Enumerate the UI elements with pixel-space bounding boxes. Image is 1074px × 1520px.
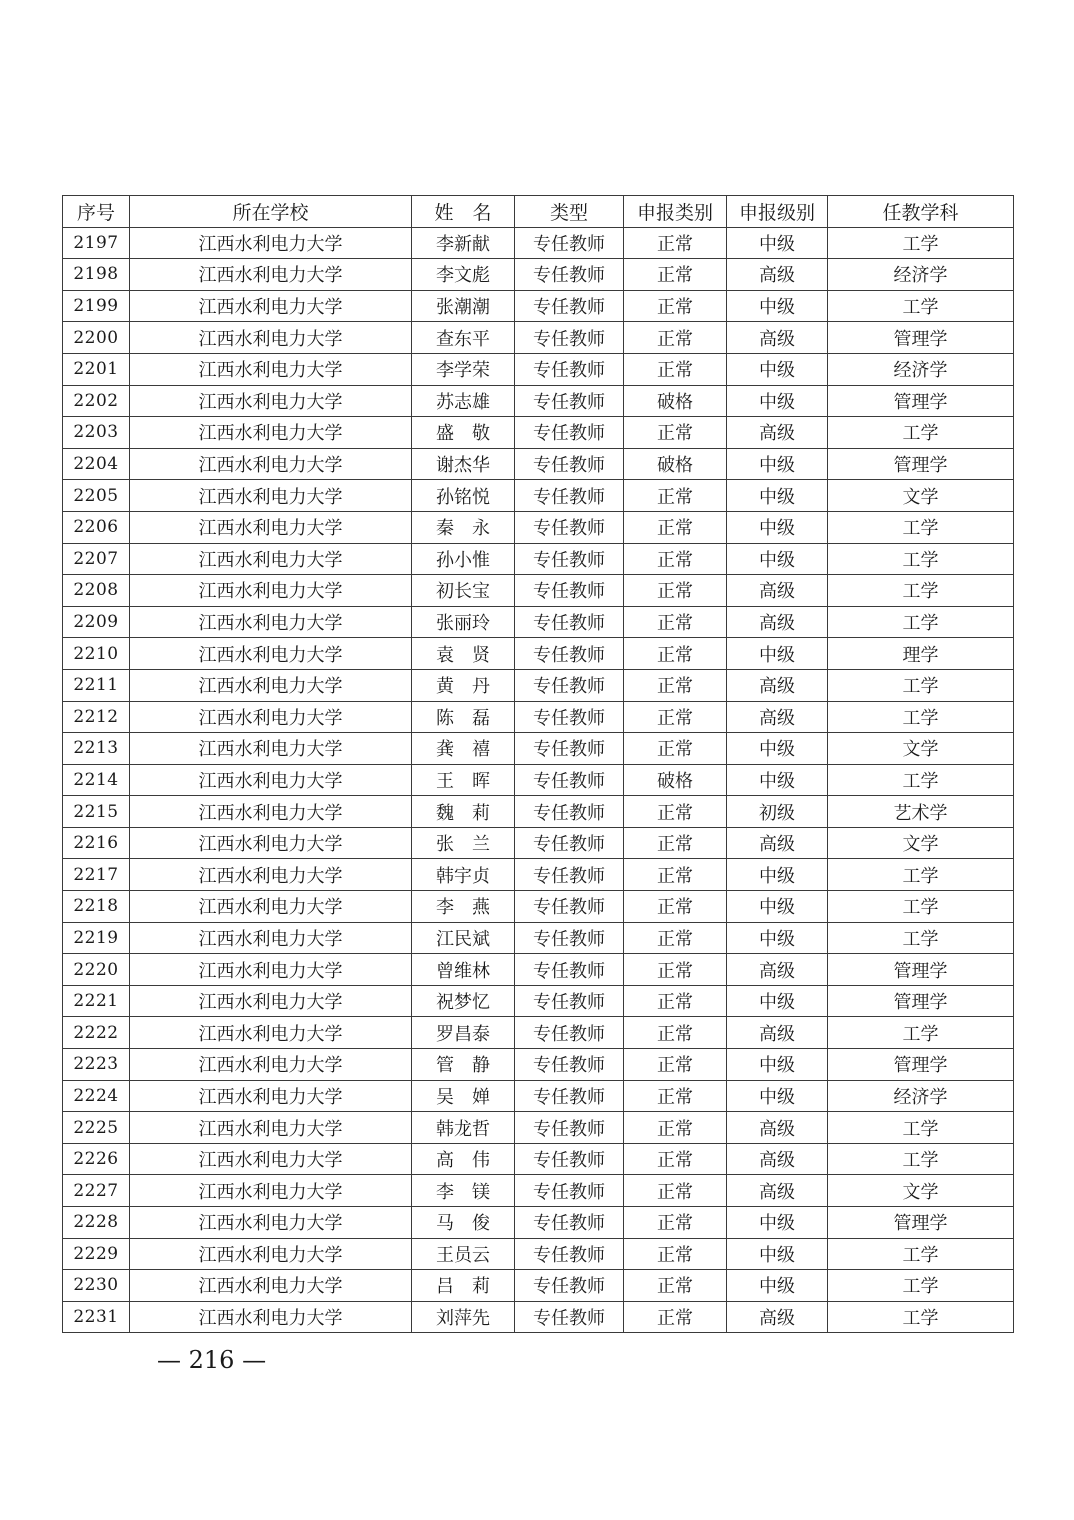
table-row: [63, 1301, 1014, 1333]
cell-level: 中级: [727, 1049, 828, 1081]
cell-subject: 工学: [828, 1112, 1014, 1144]
cell-index: 2209: [63, 606, 130, 638]
cell-name: 韩宇贞: [412, 859, 515, 891]
cell-subject: 工学: [828, 511, 1014, 543]
header-name: 姓 名: [412, 196, 515, 228]
cell-category: 正常: [624, 1301, 727, 1333]
cell-level: 高级: [727, 954, 828, 986]
cell-name: 刘萍先: [412, 1301, 515, 1333]
cell-category: 正常: [624, 322, 727, 354]
cell-type: 专任教师: [515, 1207, 624, 1239]
cell-name: 李文彪: [412, 259, 515, 291]
cell-level: 中级: [727, 480, 828, 512]
table-row: [63, 1270, 1014, 1302]
cell-name: 吴 婵: [412, 1080, 515, 1112]
cell-index: 2227: [63, 1175, 130, 1207]
cell-subject: 工学: [828, 290, 1014, 322]
cell-category: 正常: [624, 922, 727, 954]
cell-school: 江西水利电力大学: [130, 417, 412, 449]
cell-name: 张丽玲: [412, 606, 515, 638]
cell-subject: 工学: [828, 227, 1014, 259]
cell-index: 2219: [63, 922, 130, 954]
cell-category: 正常: [624, 353, 727, 385]
cell-category: 正常: [624, 227, 727, 259]
cell-school: 江西水利电力大学: [130, 764, 412, 796]
cell-index: 2198: [63, 259, 130, 291]
table-row: [63, 954, 1014, 986]
cell-name: 李学荣: [412, 353, 515, 385]
table-row: [63, 827, 1014, 859]
header-index: 序号: [63, 196, 130, 228]
cell-type: 专任教师: [515, 227, 624, 259]
cell-name: 孙铭悦: [412, 480, 515, 512]
cell-category: 破格: [624, 764, 727, 796]
table-body: [63, 227, 1014, 1333]
cell-level: 中级: [727, 985, 828, 1017]
cell-type: 专任教师: [515, 859, 624, 891]
cell-name: 魏 莉: [412, 796, 515, 828]
header-level: 申报级别: [727, 196, 828, 228]
table-row: [63, 922, 1014, 954]
cell-subject: 管理学: [828, 1049, 1014, 1081]
cell-type: 专任教师: [515, 922, 624, 954]
table-row: [63, 891, 1014, 923]
cell-type: 专任教师: [515, 638, 624, 670]
cell-level: 中级: [727, 448, 828, 480]
cell-subject: 艺术学: [828, 796, 1014, 828]
cell-index: 2217: [63, 859, 130, 891]
cell-name: 曾维林: [412, 954, 515, 986]
cell-subject: 文学: [828, 1175, 1014, 1207]
cell-name: 韩龙哲: [412, 1112, 515, 1144]
cell-type: 专任教师: [515, 480, 624, 512]
cell-type: 专任教师: [515, 669, 624, 701]
cell-name: 管 静: [412, 1049, 515, 1081]
cell-category: 正常: [624, 511, 727, 543]
cell-subject: 管理学: [828, 1207, 1014, 1239]
table-row: [63, 1143, 1014, 1175]
cell-type: 专任教师: [515, 606, 624, 638]
cell-school: 江西水利电力大学: [130, 954, 412, 986]
cell-school: 江西水利电力大学: [130, 1301, 412, 1333]
cell-level: 中级: [727, 385, 828, 417]
cell-level: 高级: [727, 606, 828, 638]
cell-subject: 工学: [828, 1238, 1014, 1270]
cell-name: 张 兰: [412, 827, 515, 859]
cell-type: 专任教师: [515, 575, 624, 607]
cell-school: 江西水利电力大学: [130, 575, 412, 607]
cell-type: 专任教师: [515, 353, 624, 385]
cell-name: 谢杰华: [412, 448, 515, 480]
cell-subject: 经济学: [828, 1080, 1014, 1112]
cell-index: 2199: [63, 290, 130, 322]
header-type: 类型: [515, 196, 624, 228]
cell-school: 江西水利电力大学: [130, 1112, 412, 1144]
table-row: [63, 290, 1014, 322]
cell-type: 专任教师: [515, 827, 624, 859]
cell-school: 江西水利电力大学: [130, 891, 412, 923]
cell-category: 正常: [624, 1207, 727, 1239]
cell-level: 中级: [727, 511, 828, 543]
cell-school: 江西水利电力大学: [130, 1080, 412, 1112]
cell-name: 秦 永: [412, 511, 515, 543]
cell-index: 2203: [63, 417, 130, 449]
cell-school: 江西水利电力大学: [130, 322, 412, 354]
cell-type: 专任教师: [515, 543, 624, 575]
cell-type: 专任教师: [515, 1270, 624, 1302]
cell-school: 江西水利电力大学: [130, 1017, 412, 1049]
cell-school: 江西水利电力大学: [130, 290, 412, 322]
cell-level: 中级: [727, 1207, 828, 1239]
cell-subject: 工学: [828, 1270, 1014, 1302]
cell-subject: 管理学: [828, 985, 1014, 1017]
cell-subject: 管理学: [828, 448, 1014, 480]
cell-school: 江西水利电力大学: [130, 796, 412, 828]
cell-category: 正常: [624, 985, 727, 1017]
cell-type: 专任教师: [515, 385, 624, 417]
cell-level: 高级: [727, 701, 828, 733]
cell-level: 高级: [727, 1175, 828, 1207]
cell-subject: 文学: [828, 480, 1014, 512]
cell-category: 正常: [624, 827, 727, 859]
cell-subject: 工学: [828, 1017, 1014, 1049]
cell-subject: 工学: [828, 859, 1014, 891]
table-header: [63, 196, 1014, 228]
cell-subject: 经济学: [828, 353, 1014, 385]
cell-school: 江西水利电力大学: [130, 701, 412, 733]
cell-category: 正常: [624, 954, 727, 986]
cell-index: 2207: [63, 543, 130, 575]
cell-type: 专任教师: [515, 1080, 624, 1112]
cell-category: 正常: [624, 638, 727, 670]
cell-subject: 文学: [828, 733, 1014, 765]
cell-name: 张潮潮: [412, 290, 515, 322]
table-row: [63, 701, 1014, 733]
cell-index: 2229: [63, 1238, 130, 1270]
cell-name: 江民斌: [412, 922, 515, 954]
cell-index: 2208: [63, 575, 130, 607]
cell-level: 中级: [727, 543, 828, 575]
cell-subject: 管理学: [828, 954, 1014, 986]
cell-name: 盛 敬: [412, 417, 515, 449]
cell-index: 2197: [63, 227, 130, 259]
cell-index: 2222: [63, 1017, 130, 1049]
page-number: — 216 —: [157, 1346, 267, 1374]
cell-subject: 理学: [828, 638, 1014, 670]
cell-name: 袁 贤: [412, 638, 515, 670]
cell-name: 王员云: [412, 1238, 515, 1270]
cell-name: 吕 莉: [412, 1270, 515, 1302]
cell-type: 专任教师: [515, 701, 624, 733]
cell-type: 专任教师: [515, 1112, 624, 1144]
table-row: [63, 1238, 1014, 1270]
cell-type: 专任教师: [515, 891, 624, 923]
table-row: [63, 796, 1014, 828]
cell-type: 专任教师: [515, 448, 624, 480]
cell-subject: 管理学: [828, 322, 1014, 354]
cell-subject: 工学: [828, 417, 1014, 449]
roster-table: [62, 195, 1014, 1333]
cell-type: 专任教师: [515, 290, 624, 322]
cell-level: 初级: [727, 796, 828, 828]
cell-category: 正常: [624, 480, 727, 512]
cell-index: 2228: [63, 1207, 130, 1239]
cell-category: 正常: [624, 417, 727, 449]
table-row: [63, 985, 1014, 1017]
cell-level: 中级: [727, 891, 828, 923]
table-row: [63, 511, 1014, 543]
cell-level: 中级: [727, 922, 828, 954]
cell-school: 江西水利电力大学: [130, 511, 412, 543]
cell-level: 高级: [727, 259, 828, 291]
cell-school: 江西水利电力大学: [130, 985, 412, 1017]
table-row: [63, 1207, 1014, 1239]
cell-name: 李 镁: [412, 1175, 515, 1207]
table-row: [63, 543, 1014, 575]
cell-subject: 工学: [828, 701, 1014, 733]
cell-school: 江西水利电力大学: [130, 1049, 412, 1081]
cell-level: 高级: [727, 1143, 828, 1175]
cell-type: 专任教师: [515, 511, 624, 543]
table-row: [63, 669, 1014, 701]
cell-type: 专任教师: [515, 985, 624, 1017]
table-row: [63, 1049, 1014, 1081]
header-category: 申报类别: [624, 196, 727, 228]
cell-subject: 工学: [828, 764, 1014, 796]
cell-school: 江西水利电力大学: [130, 1175, 412, 1207]
cell-name: 王 晖: [412, 764, 515, 796]
cell-level: 中级: [727, 1080, 828, 1112]
cell-category: 正常: [624, 575, 727, 607]
cell-level: 中级: [727, 353, 828, 385]
cell-type: 专任教师: [515, 322, 624, 354]
cell-index: 2218: [63, 891, 130, 923]
table-row: [63, 638, 1014, 670]
cell-index: 2206: [63, 511, 130, 543]
cell-subject: 工学: [828, 891, 1014, 923]
cell-index: 2201: [63, 353, 130, 385]
table-row: [63, 859, 1014, 891]
cell-school: 江西水利电力大学: [130, 638, 412, 670]
cell-index: 2215: [63, 796, 130, 828]
cell-school: 江西水利电力大学: [130, 733, 412, 765]
cell-level: 高级: [727, 1112, 828, 1144]
cell-subject: 工学: [828, 669, 1014, 701]
cell-level: 中级: [727, 1238, 828, 1270]
cell-category: 正常: [624, 290, 727, 322]
cell-type: 专任教师: [515, 1017, 624, 1049]
cell-subject: 管理学: [828, 385, 1014, 417]
cell-school: 江西水利电力大学: [130, 1143, 412, 1175]
cell-level: 高级: [727, 827, 828, 859]
cell-type: 专任教师: [515, 1143, 624, 1175]
cell-name: 罗昌泰: [412, 1017, 515, 1049]
cell-index: 2220: [63, 954, 130, 986]
cell-level: 高级: [727, 322, 828, 354]
cell-type: 专任教师: [515, 1238, 624, 1270]
table-row: [63, 259, 1014, 291]
cell-name: 孙小惟: [412, 543, 515, 575]
cell-index: 2225: [63, 1112, 130, 1144]
cell-category: 破格: [624, 448, 727, 480]
cell-category: 正常: [624, 1049, 727, 1081]
cell-name: 苏志雄: [412, 385, 515, 417]
cell-type: 专任教师: [515, 259, 624, 291]
cell-school: 江西水利电力大学: [130, 1270, 412, 1302]
cell-school: 江西水利电力大学: [130, 448, 412, 480]
cell-name: 陈 磊: [412, 701, 515, 733]
cell-school: 江西水利电力大学: [130, 1238, 412, 1270]
cell-index: 2214: [63, 764, 130, 796]
cell-index: 2211: [63, 669, 130, 701]
cell-school: 江西水利电力大学: [130, 385, 412, 417]
cell-category: 正常: [624, 701, 727, 733]
cell-subject: 经济学: [828, 259, 1014, 291]
cell-subject: 工学: [828, 1143, 1014, 1175]
cell-name: 初长宝: [412, 575, 515, 607]
cell-level: 中级: [727, 1270, 828, 1302]
cell-type: 专任教师: [515, 1049, 624, 1081]
cell-level: 高级: [727, 1301, 828, 1333]
cell-level: 中级: [727, 638, 828, 670]
cell-level: 中级: [727, 859, 828, 891]
cell-level: 中级: [727, 733, 828, 765]
table-row: [63, 353, 1014, 385]
table-row: [63, 1175, 1014, 1207]
cell-category: 正常: [624, 1080, 727, 1112]
table-row: [63, 1080, 1014, 1112]
cell-school: 江西水利电力大学: [130, 353, 412, 385]
cell-school: 江西水利电力大学: [130, 543, 412, 575]
cell-index: 2200: [63, 322, 130, 354]
cell-category: 正常: [624, 733, 727, 765]
cell-level: 中级: [727, 290, 828, 322]
cell-index: 2226: [63, 1143, 130, 1175]
table-row: [63, 606, 1014, 638]
cell-name: 黄 丹: [412, 669, 515, 701]
cell-index: 2204: [63, 448, 130, 480]
cell-school: 江西水利电力大学: [130, 922, 412, 954]
table-row: [63, 764, 1014, 796]
cell-subject: 工学: [828, 1301, 1014, 1333]
cell-index: 2223: [63, 1049, 130, 1081]
cell-category: 正常: [624, 891, 727, 923]
cell-level: 中级: [727, 227, 828, 259]
cell-index: 2202: [63, 385, 130, 417]
table-row: [63, 1112, 1014, 1144]
cell-index: 2230: [63, 1270, 130, 1302]
cell-name: 祝梦忆: [412, 985, 515, 1017]
cell-category: 正常: [624, 669, 727, 701]
cell-category: 正常: [624, 606, 727, 638]
table-row: [63, 733, 1014, 765]
table-row: [63, 575, 1014, 607]
cell-index: 2212: [63, 701, 130, 733]
table-row: [63, 480, 1014, 512]
cell-index: 2231: [63, 1301, 130, 1333]
cell-school: 江西水利电力大学: [130, 480, 412, 512]
cell-type: 专任教师: [515, 764, 624, 796]
cell-category: 正常: [624, 543, 727, 575]
cell-name: 高 伟: [412, 1143, 515, 1175]
cell-index: 2213: [63, 733, 130, 765]
cell-type: 专任教师: [515, 1175, 624, 1207]
cell-index: 2216: [63, 827, 130, 859]
cell-subject: 工学: [828, 922, 1014, 954]
header-row: [63, 196, 1014, 228]
cell-school: 江西水利电力大学: [130, 259, 412, 291]
cell-type: 专任教师: [515, 417, 624, 449]
cell-name: 李新献: [412, 227, 515, 259]
cell-category: 正常: [624, 1017, 727, 1049]
cell-level: 高级: [727, 1017, 828, 1049]
table-row: [63, 1017, 1014, 1049]
header-school: 所在学校: [130, 196, 412, 228]
cell-school: 江西水利电力大学: [130, 669, 412, 701]
cell-index: 2205: [63, 480, 130, 512]
cell-category: 正常: [624, 259, 727, 291]
cell-subject: 工学: [828, 606, 1014, 638]
table-row: [63, 227, 1014, 259]
cell-name: 龚 禧: [412, 733, 515, 765]
cell-school: 江西水利电力大学: [130, 1207, 412, 1239]
cell-category: 正常: [624, 1270, 727, 1302]
cell-school: 江西水利电力大学: [130, 606, 412, 638]
cell-index: 2224: [63, 1080, 130, 1112]
cell-school: 江西水利电力大学: [130, 827, 412, 859]
cell-category: 正常: [624, 1238, 727, 1270]
cell-category: 正常: [624, 1112, 727, 1144]
table-row: [63, 322, 1014, 354]
cell-school: 江西水利电力大学: [130, 227, 412, 259]
cell-type: 专任教师: [515, 954, 624, 986]
cell-category: 正常: [624, 796, 727, 828]
table-row: [63, 417, 1014, 449]
cell-level: 高级: [727, 417, 828, 449]
table-row: [63, 448, 1014, 480]
cell-index: 2221: [63, 985, 130, 1017]
cell-name: 马 俊: [412, 1207, 515, 1239]
cell-name: 查东平: [412, 322, 515, 354]
cell-subject: 文学: [828, 827, 1014, 859]
cell-level: 高级: [727, 575, 828, 607]
table-row: [63, 385, 1014, 417]
cell-type: 专任教师: [515, 733, 624, 765]
cell-index: 2210: [63, 638, 130, 670]
cell-level: 高级: [727, 669, 828, 701]
cell-type: 专任教师: [515, 1301, 624, 1333]
cell-category: 正常: [624, 1175, 727, 1207]
cell-subject: 工学: [828, 543, 1014, 575]
header-subject: 任教学科: [828, 196, 1014, 228]
cell-category: 正常: [624, 1143, 727, 1175]
cell-name: 李 燕: [412, 891, 515, 923]
cell-school: 江西水利电力大学: [130, 859, 412, 891]
cell-category: 正常: [624, 859, 727, 891]
cell-category: 破格: [624, 385, 727, 417]
cell-subject: 工学: [828, 575, 1014, 607]
cell-type: 专任教师: [515, 796, 624, 828]
cell-level: 中级: [727, 764, 828, 796]
